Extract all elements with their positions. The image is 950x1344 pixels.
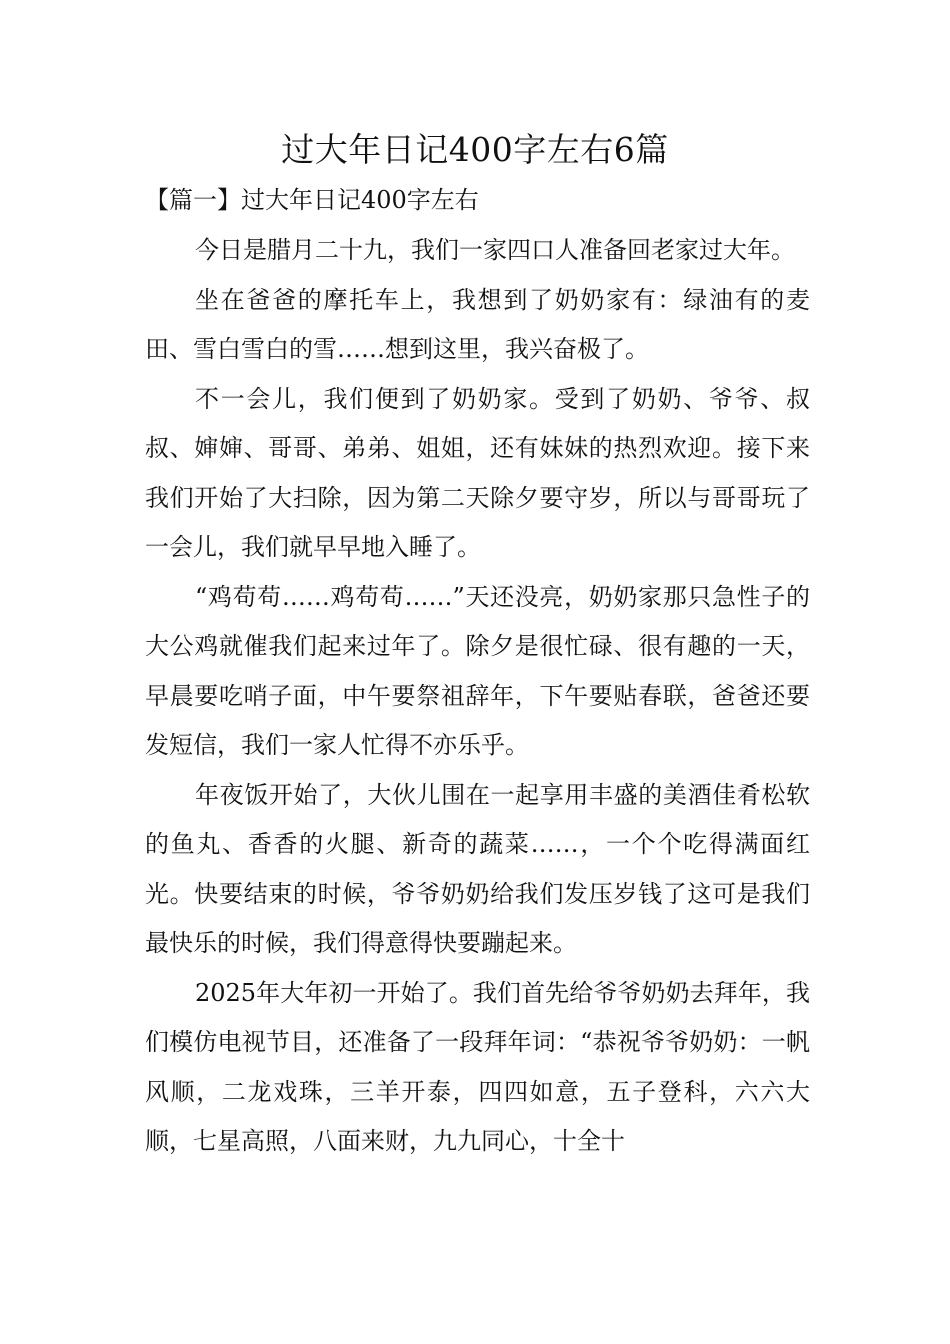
section-heading: 【篇一】过大年日记400字左右 — [145, 186, 479, 214]
document-body — [145, 226, 810, 1167]
paragraph: “鸡苟苟……鸡苟苟……”天还没亮，奶奶家那只急性子的大公鸡就催我们起来过年了。除夕是很忙碌、很有趣的一天，早晨要吃哨子面，中午要祭祖辞年，下午要贴春联，爸爸还要发短信，我们一家人忙得不亦乐乎。 — [145, 582, 810, 759]
paragraph: 2025年大年初一开始了。我们首先给爷爷奶奶去拜年，我们模仿电视节目，还准备了一段拜年词：“恭祝爷爷奶奶：一帆风顺，二龙戏珠，三羊开泰，四四如意，五子登科，六六大顺，七星高照，八面来财，九九同心，十全十 — [145, 978, 810, 1155]
document-title: 过大年日记400字左右6篇 — [281, 130, 669, 169]
paragraph: 今日是腊月二十九，我们一家四口人准备回老家过大年。 — [195, 236, 795, 264]
paragraph: 年夜饭开始了，大伙儿围在一起享用丰盛的美酒佳肴松软的鱼丸、香香的火腿、新奇的蔬菜……，一个个吃得满面红光。快要结束的时候，爷爷奶奶给我们发压岁钱了这可是我们最快乐的时候，我们得意得快要蹦起来。 — [145, 780, 810, 957]
paragraph: 不一会儿，我们便到了奶奶家。受到了奶奶、爷爷、叔叔、婶婶、哥哥、弟弟、姐姐，还有妹妹的热烈欢迎。接下来我们开始了大扫除，因为第二天除夕要守岁，所以与哥哥玩了一会儿，我们就早早地入睡了。 — [145, 384, 810, 561]
paragraph: 坐在爸爸的摩托车上，我想到了奶奶家有：绿油有的麦田、雪白雪白的雪……想到这里，我兴奋极了。 — [145, 285, 810, 363]
